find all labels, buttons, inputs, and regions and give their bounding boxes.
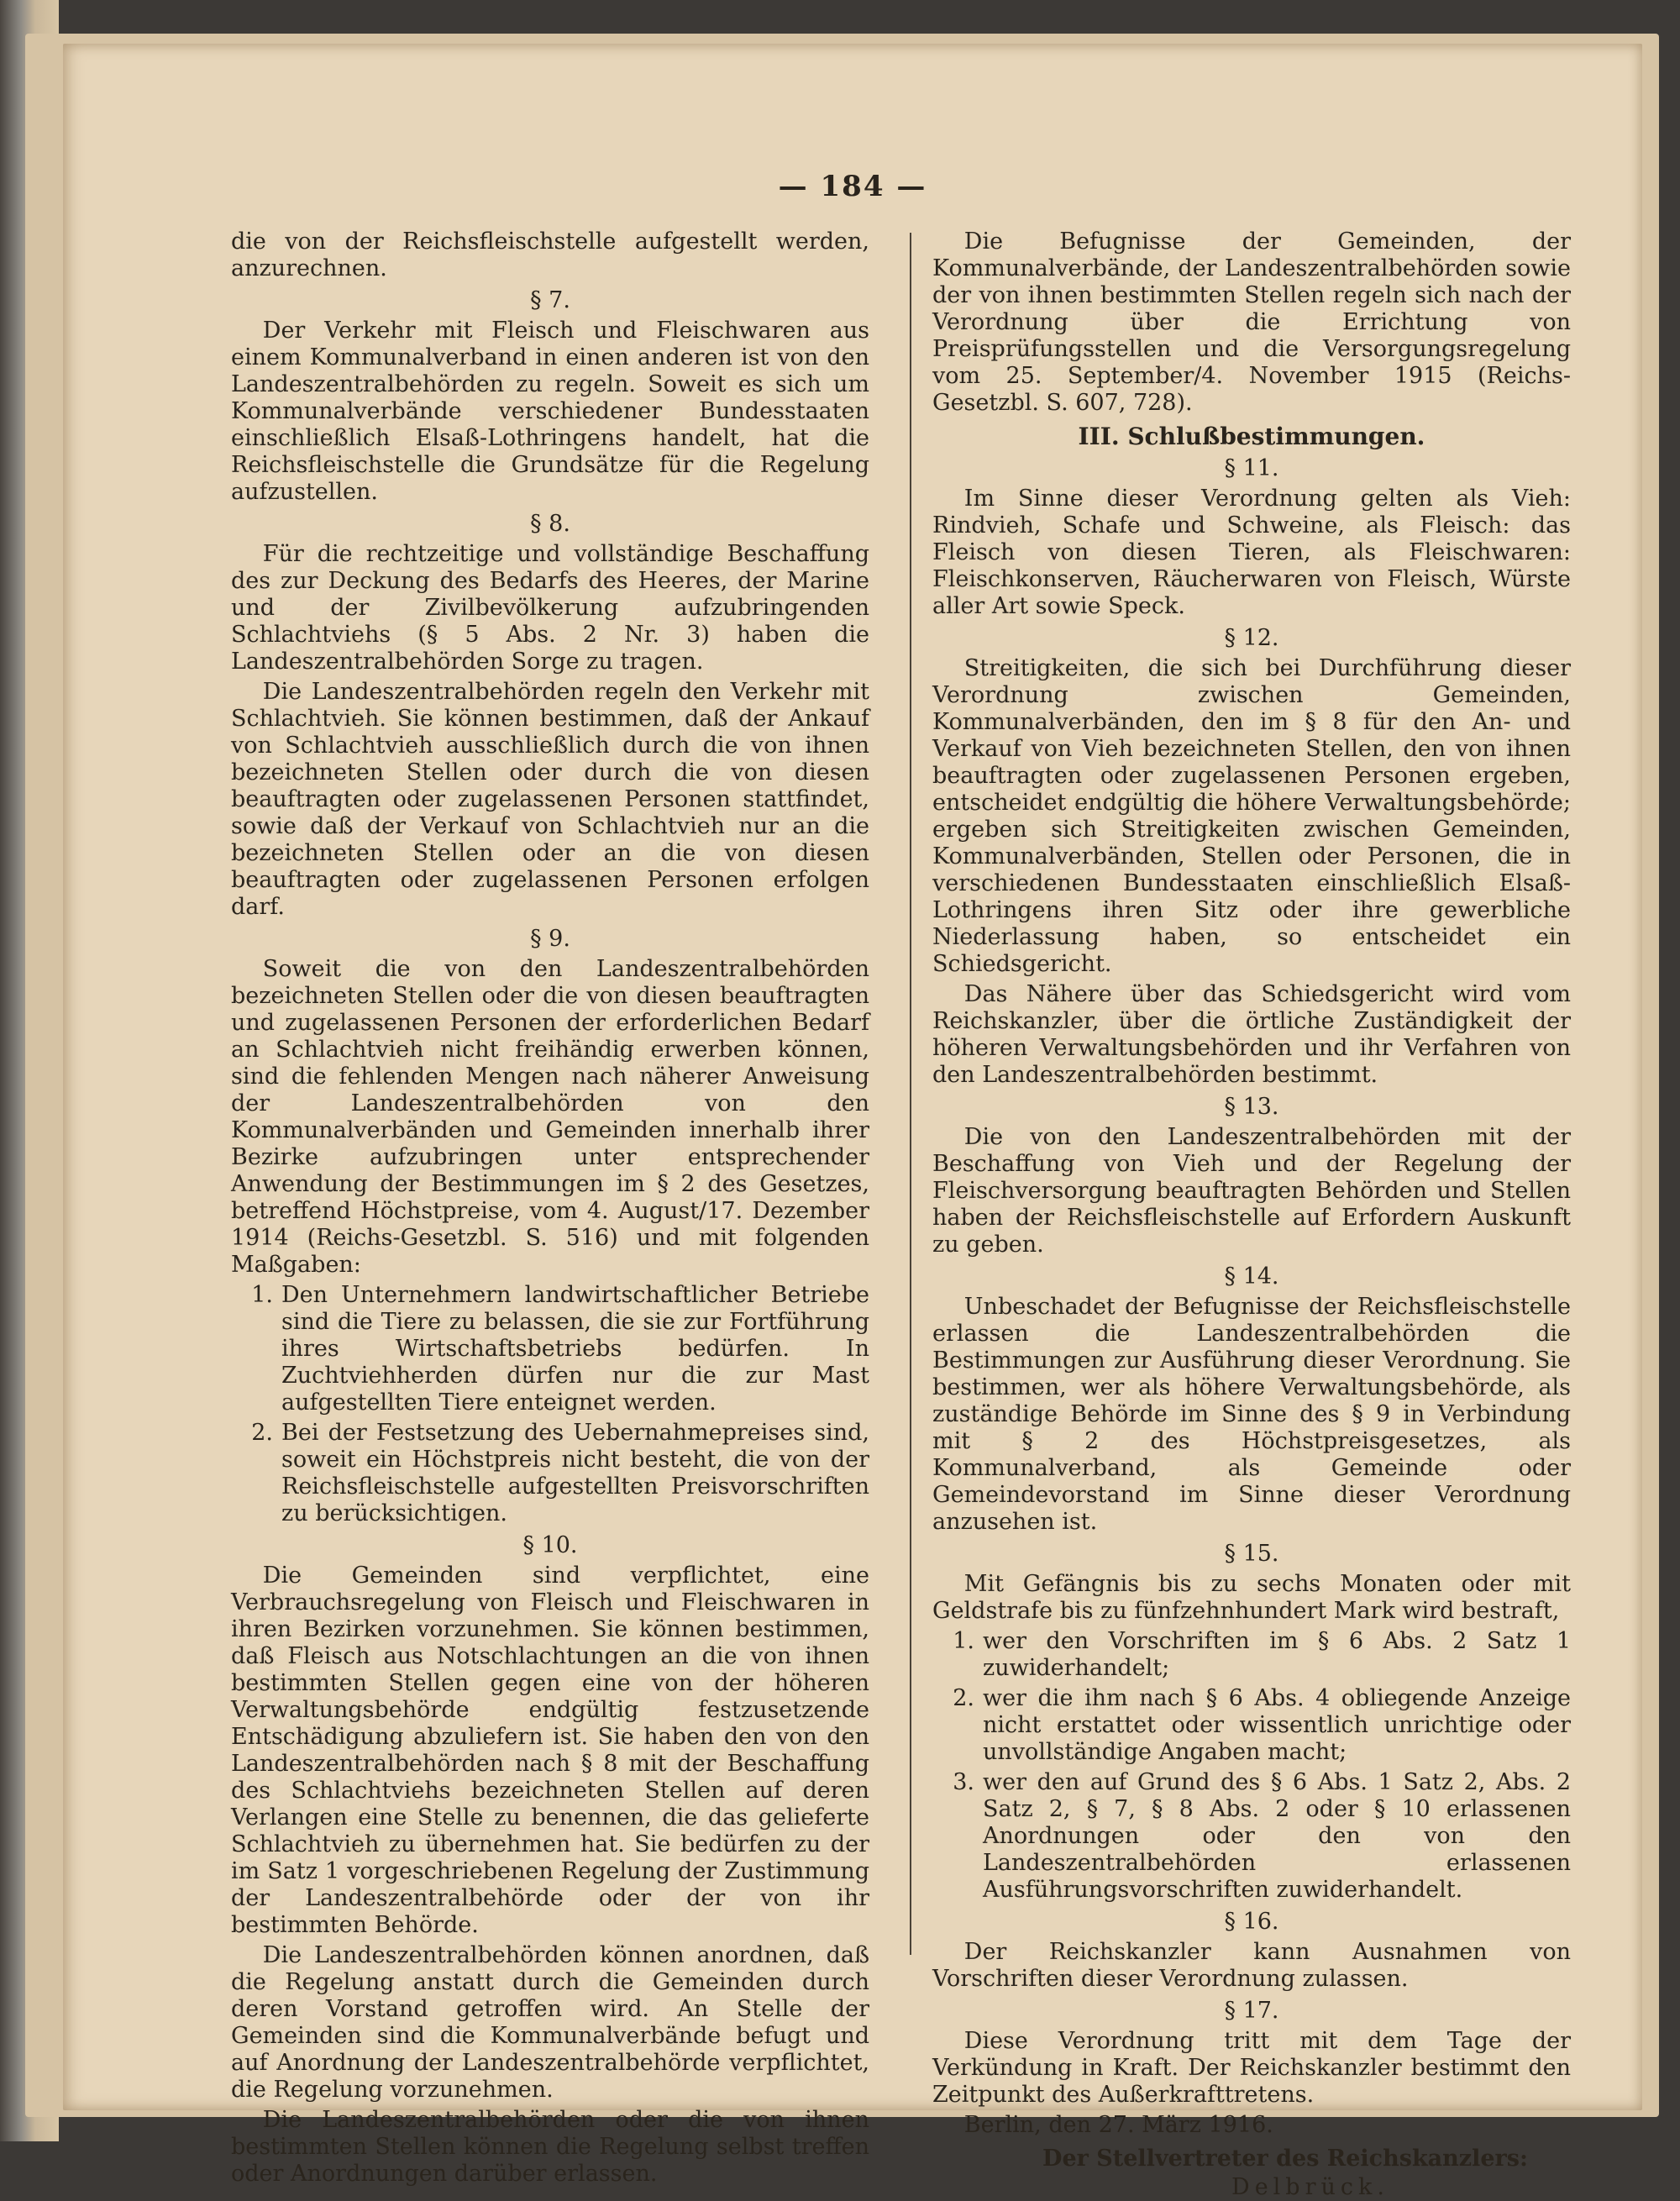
list-item-text: wer die ihm nach § 6 Abs. 4 obliegende Anzeige nicht erstattet oder wissentlich unrichtige oder unvollständige Angaben macht; (983, 1685, 1571, 1765)
section-10-title: § 10. (522, 1532, 578, 1558)
continuation-paragraph: Die Befugnisse der Gemeinden, der Kommunalverbände, der Landeszentralbehörden sowie der von ihnen bestimmten Stellen regeln sich nach der Verordnung über die Errichtung von Preisprüfungsstellen und die Versorgungsregelung vom 25. September/4. November 1915 (Reichs-Gesetzbl. S. 607, 728). (932, 229, 1571, 416)
section-8-paragraph-1: Für die rechtzeitige und vollständige Beschaffung des zur Deckung des Bedarfs des Heeres, der Marine und der Zivilbevölkerung aufzubringenden Schlachtviehs (§ 5 Abs. 2 Nr. 3) haben die Landeszentralbehörden Sorge zu tragen. (231, 541, 869, 675)
section-15-list (932, 1628, 1571, 1904)
section-9-title: § 9. (530, 926, 570, 952)
section-16-paragraph: Der Reichskanzler kann Ausnahmen von Vorschriften dieser Verordnung zulassen. (932, 1939, 1571, 1992)
list-item (932, 1769, 1571, 1904)
list-item (932, 1628, 1571, 1682)
place-and-date: Berlin, den 27. März 1916. (963, 2112, 1273, 2138)
section-11-title: § 11. (1224, 455, 1279, 481)
left-column (231, 229, 869, 2191)
signer-name: Delbrück. (1231, 2174, 1389, 2200)
part-3-heading: III. Schlußbestimmungen. (1078, 423, 1425, 450)
list-item (231, 1420, 869, 1527)
section-13-paragraph: Die von den Landeszentralbehörden mit der Beschaffung von Vieh und der Regelung der Fleischversorgung beauftragten Behörden und Stellen haben der Reichsfleischstelle auf Erfordern Auskunft zu geben. (932, 1124, 1571, 1258)
section-16-title: § 16. (1224, 1909, 1279, 1935)
list-item-number: 1. (953, 1628, 974, 1654)
section-17-paragraph: Diese Verordnung tritt mit dem Tage der Verkündung in Kraft. Der Reichskanzler bestimmt den Zeitpunkt des Außerkrafttretens. (932, 2028, 1571, 2108)
continuation-paragraph: die von der Reichsfleischstelle aufgestellt werden, anzurechnen. (231, 229, 869, 281)
section-10-paragraph-2: Die Landeszentralbehörden können anordnen, daß die Regelung anstatt durch die Gemeinden durch deren Vorstand getroffen wird. An Stelle der Gemeinden sind die Kommunalverbände befugt und auf Anordnung der Landeszentralbehörde verpflichtet, die Regelung vorzunehmen. (231, 1942, 869, 2103)
section-15-paragraph: Mit Gefängnis bis zu sechs Monaten oder mit Geldstrafe bis zu fünfzehnhundert Mark wird bestraft, (932, 1571, 1571, 1624)
page-number: — 184 — (778, 170, 927, 203)
section-15-title: § 15. (1224, 1541, 1279, 1567)
section-13-title: § 13. (1224, 1094, 1279, 1120)
list-item-text: Den Unternehmern landwirtschaftlicher Betriebe sind die Tiere zu belassen, die sie zur Fortführung ihres Wirtschaftsbetriebs bedürfen. In Zuchtviehherden dürfen nur die zur Mast aufgestellten Tiere enteignet werden. (281, 1282, 869, 1416)
list-item (932, 1685, 1571, 1766)
list-item-text: wer den Vorschriften im § 6 Abs. 2 Satz 1 zuwiderhandelt; (983, 1628, 1571, 1681)
document-page (63, 44, 1642, 2200)
section-14-title: § 14. (1224, 1263, 1279, 1290)
list-item-number: 3. (953, 1769, 974, 1795)
list-item-text: Bei der Festsetzung des Uebernahmepreises sind, soweit ein Höchstpreis nicht besteht, die von der Reichsfleischstelle aufgestellten Preisvorschriften zu berücksichtigen. (281, 1420, 869, 1526)
list-item (231, 1282, 869, 1416)
section-7-paragraph: Der Verkehr mit Fleisch und Fleischwaren aus einem Kommunalverband in einen anderen ist von den Landeszentralbehörden zu regeln. Soweit es sich um Kommunalverbände verschiedener Bundesstaaten einschließlich Elsaß-Lothringens handelt, hat die Reichsfleischstelle die Grundsätze für die Regelung aufzustellen. (231, 318, 869, 505)
section-9-list (231, 1282, 869, 1527)
section-10-paragraph-1: Die Gemeinden sind verpflichtet, eine Verbrauchsregelung von Fleisch und Fleischwaren in ihren Bezirken vorzunehmen. Sie können bestimmen, daß Fleisch aus Notschlachtungen an die von ihnen bestimmten Stellen gegen eine von der höheren Verwaltungsbehörde endgültig festzusetzende Entschädigung abzuliefern ist. Sie haben den von den Landeszentralbehörden nach § 8 mit der Beschaffung des Schlachtviehs bezeichneten Stellen auf deren Verlangen eine Stelle zu benennen, die das gelieferte Schlachtvieh zu übernehmen hat. Sie bedürfen zu der im Satz 1 vorgeschriebenen Regelung der Zustimmung der Landeszentralbehörde oder der von ihr bestimmten Behörde. (231, 1563, 869, 1938)
list-item-text: wer den auf Grund des § 6 Abs. 1 Satz 2, Abs. 2 Satz 2, § 7, § 8 Abs. 2 oder § 10 erlassenen Anordnungen oder den von den Landeszentralbehörden erlassenen Ausführungsvorschriften zuwiderhandelt. (983, 1769, 1571, 1903)
column-divider (910, 233, 911, 1955)
section-11-paragraph: Im Sinne dieser Verordnung gelten als Vieh: Rindvieh, Schafe und Schweine, als Fleisch: das Fleisch von diesen Tieren, als Fleischwaren: Fleischkonserven, Räucherwaren von Fleisch, Würste aller Art sowie Speck. (932, 486, 1571, 619)
section-9-paragraph: Soweit die von den Landeszentralbehörden bezeichneten Stellen oder die von diesen beauftragten und zugelassenen Personen der erforderlichen Bedarf an Schlachtvieh nicht freihändig erwerben können, sind die fehlenden Mengen nach näherer Anweisung der Landeszentralbehörden von den Kommunalverbänden und Gemeinden innerhalb ihrer Bezirke aufzubringen unter entsprechender Anwendung der Bestimmungen im § 2 des Gesetzes, betreffend Höchstpreise, vom 4. August/17. Dezember 1914 (Reichs-Gesetzbl. S. 516) und mit folgenden Maßgaben: (231, 956, 869, 1278)
right-column (932, 229, 1571, 2201)
section-12-paragraph-1: Streitigkeiten, die sich bei Durchführung dieser Verordnung zwischen Gemeinden, Kommunalverbänden, den im § 8 für den An- und Verkauf von Vieh bezeichneten Stellen, den von ihnen beauftragten oder zugelassenen Personen ergeben, entscheidet endgültig die höhere Verwaltungsbehörde; ergeben sich Streitigkeiten zwischen Gemeinden, Kommunalverbänden, Stellen oder Personen, die in verschiedenen Bundesstaaten einschließlich Elsaß-Lothringens ihren Sitz oder ihre gewerbliche Niederlassung haben, so entscheidet ein Schiedsgericht. (932, 655, 1571, 977)
section-8-title: § 8. (530, 511, 570, 537)
section-10-paragraph-3: Die Landeszentralbehörden oder die von ihnen bestimmten Stellen können die Regelung selbst treffen oder Anordnungen darüber erlassen. (231, 2107, 869, 2187)
section-12-paragraph-2: Das Nähere über das Schiedsgericht wird vom Reichskanzler, über die örtliche Zuständigkeit der höheren Verwaltungsbehörden und ihr Verfahren von den Landeszentralbehörden bestimmt. (932, 981, 1571, 1088)
section-14-paragraph: Unbeschadet der Befugnisse der Reichsfleischstelle erlassen die Landeszentralbehörden die Bestimmungen zur Ausführung dieser Verordnung. Sie bestimmen, wer als höhere Verwaltungsbehörde, als zuständige Behörde im Sinne des § 9 in Verbindung mit § 2 des Höchstpreisgesetzes, als Kommunalverband, als Gemeinde oder Gemeindevorstand im Sinne dieser Verordnung anzusehen ist. (932, 1294, 1571, 1535)
list-item-number: 2. (953, 1685, 974, 1711)
section-17-title: § 17. (1224, 1998, 1279, 2024)
section-12-title: § 12. (1224, 625, 1279, 651)
list-item-number: 1. (251, 1282, 273, 1308)
section-8-paragraph-2: Die Landeszentralbehörden regeln den Verkehr mit Schlachtvieh. Sie können bestimmen, daß der Ankauf von Schlachtvieh ausschließlich durch die von ihnen bezeichneten Stellen oder durch die von diesen beauftragten oder zugelassenen Personen stattfindet, sowie daß der Verkauf von Schlachtvieh nur an die bezeichneten Stellen oder an die von diesen beauftragten oder zugelassenen Personen erfolgen darf. (231, 679, 869, 920)
signer-title: Der Stellvertreter des Reichskanzlers: (1042, 2146, 1528, 2172)
section-7-title: § 7. (530, 287, 570, 313)
list-item-number: 2. (251, 1420, 273, 1446)
